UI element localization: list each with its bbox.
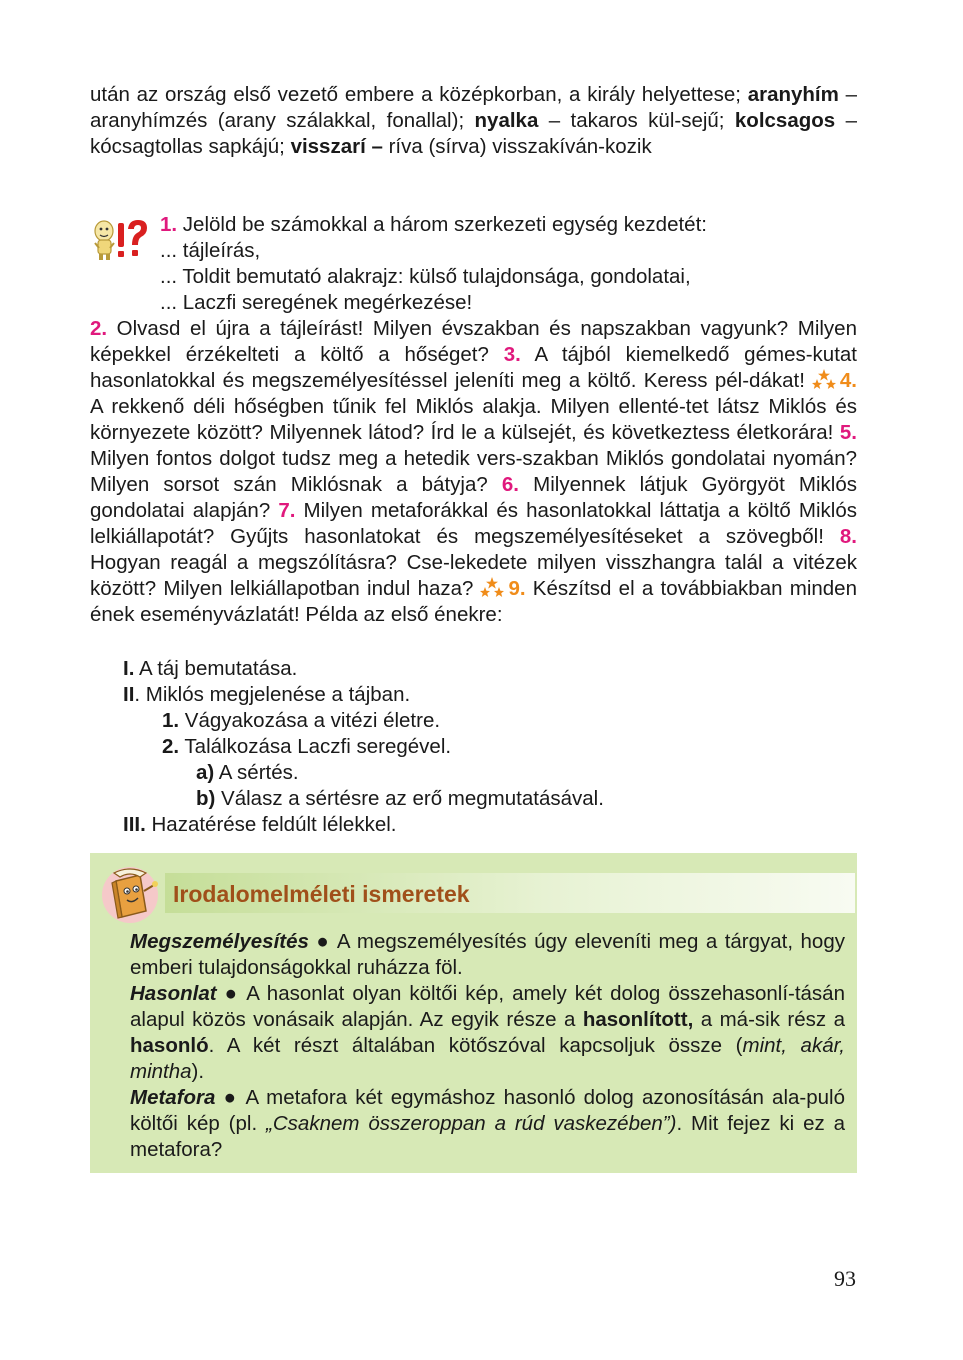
question-number: 8. [839, 525, 857, 548]
outline-text: . Miklós megjelenése a tájban. [134, 683, 411, 706]
question-text: Milyen metaforákkal és hasonlatokkal láttatja a költő Miklós lelkiállapotát? Gyűjts hasonlatokat és megszemélyesítéseket a szövegből! [90, 499, 857, 548]
glossary-term: nyalka [474, 109, 539, 132]
outline-item [90, 708, 857, 734]
definition-text: . Mit fejez ki ez a metafora? [130, 1112, 846, 1161]
definition-text: ● A megszemélyesítés úgy eleveníti meg a tárgyat, hogy emberi tulajdonságokkal ruházza föl. [130, 930, 845, 979]
star-cluster-icon [479, 577, 505, 599]
question-number: 5. [839, 421, 857, 444]
glossary-definition: – takaros kül-sejű; [538, 109, 735, 132]
structure-option: ... Toldit bemutató alakrajz: külső tulajdonsága, gondolatai, [160, 265, 691, 288]
question-text: Olvasd el újra a tájleírást! Milyen évszakban és napszakban vagyunk? Milyen képekkel érzékelteti a költő a hőséget? [90, 317, 857, 366]
glossary-paragraph [90, 82, 857, 160]
question-number: 3. [503, 343, 521, 366]
question-text: A rekkenő déli hőségben tűnik fel Miklós alakja. Milyen ellenté-tet látsz Miklós és környezete között? Milyennek látod? Írd le a külsejét, és következtess életkorára! [90, 395, 857, 444]
definition-text: a má-sik rész a [693, 1008, 845, 1031]
structure-option: ... Laczfi seregének megérkezése! [160, 291, 473, 314]
event-outline [90, 656, 857, 838]
outline-text: A sértés. [214, 761, 299, 784]
literary-theory-box [90, 853, 857, 1173]
definition-text: . A két részt általában kötőszóval kapcsoljuk össze ( [208, 1034, 743, 1057]
question-number: 6. [501, 473, 520, 496]
outline-item [90, 760, 857, 786]
star-cluster-icon [811, 369, 837, 391]
book-mascot-icon [100, 861, 164, 925]
glossary-definition: ríva (sírva) visszakíván-kozik [382, 135, 652, 158]
examples: mint, akár, mintha [130, 1034, 845, 1083]
question-exclamation-icon [90, 215, 150, 263]
structure-option: ... tájleírás, [160, 239, 261, 262]
outline-number: I. [123, 657, 135, 680]
question-text: Jelöld be számokkal a három szerkezeti egység kezdetét: [177, 213, 707, 236]
outline-item [90, 812, 857, 838]
term: Megszemélyesítés [130, 930, 309, 953]
outline-number: a) [196, 761, 215, 784]
outline-item [90, 734, 857, 760]
question-text: Készítsd el a továbbiakban minden ének eseményvázlatát! Példa az első énekre: [90, 577, 857, 626]
quote: „Csaknem összeroppan a rúd vaskezében”) [266, 1112, 677, 1135]
outline-number: 1. [162, 709, 180, 732]
question-number: 2. [90, 317, 108, 340]
outline-number: III. [123, 813, 146, 836]
outline-item [90, 786, 857, 812]
keyword: hasonlított, [582, 1008, 694, 1031]
outline-text: A táj bemutatása. [134, 657, 298, 680]
glossary-term: aranyhím [747, 83, 839, 106]
term: Hasonlat [130, 982, 217, 1005]
question-number: 9. [508, 577, 526, 600]
glossary-definition: – kócsagtollas sapkájú; [90, 109, 857, 158]
outline-item [90, 656, 857, 682]
definition-text: ). [191, 1060, 205, 1083]
glossary-definition: – aranyhímzés (arany szálakkal, fonallal); [90, 83, 857, 132]
theory-title: Irodalomelméleti ismeretek [173, 881, 470, 907]
theory-header [165, 873, 855, 913]
keyword: hasonló [130, 1034, 209, 1057]
definition-text: ● A metafora két egymáshoz hasonló dolog azonosításán ala-puló költői kép (pl. [130, 1086, 845, 1135]
question-number: 1. [160, 213, 178, 236]
term: Metafora [130, 1086, 216, 1109]
outline-text: Vágyakozása a vitézi életre. [179, 709, 441, 732]
questions-paragraph [90, 316, 857, 628]
question-number: 7. [278, 499, 296, 522]
definition-simile [102, 981, 845, 1085]
question-text: Hogyan reagál a megszólításra? Cse-lekedete milyen visszhangra talál a vitézek között? Milyen lelkiállapotban indul haza? [90, 551, 857, 600]
outline-number: II [123, 683, 135, 706]
question-1-block [160, 212, 857, 316]
outline-item [90, 682, 857, 708]
outline-text: Találkozása Laczfi seregével. [179, 735, 452, 758]
glossary-intro: után az ország első vezető embere a középkorban, a király helyettese; [90, 83, 741, 106]
definition-text: ● A hasonlat olyan költői kép, amely két dolog összehasonlí-tásán alapul közös vonásaik alapján. Az egyik része a [130, 982, 845, 1031]
theory-body [102, 929, 845, 1163]
definition-metaphor [102, 1085, 845, 1163]
outline-number: b) [196, 787, 216, 810]
definition-personification [102, 929, 845, 981]
question-1 [160, 212, 857, 238]
page-number: 93 [834, 1266, 856, 1291]
outline-number: 2. [162, 735, 180, 758]
question-text: Milyennek látjuk Györgyöt Miklós gondolatai alapján? [90, 473, 858, 522]
glossary-term: visszarí – [290, 135, 383, 158]
question-text: A tájból kiemelkedő gémes-kutat hasonlatokkal és megszemélyesítéssel jeleníti meg a költő. Keress pél-dákat! [90, 343, 857, 392]
question-number: 4. [839, 369, 857, 392]
glossary-term: kolcsagos [734, 109, 836, 132]
question-text: Milyen fontos dolgot tudsz meg a hetedik vers-szakban Miklós gondolatai nyomán? Milyen sorsot szán Miklósnak a bátyja? [90, 447, 857, 496]
outline-text: Hazatérése feldúlt lélekkel. [145, 813, 397, 836]
outline-text: Válasz a sértésre az erő megmutatásával. [215, 787, 604, 810]
